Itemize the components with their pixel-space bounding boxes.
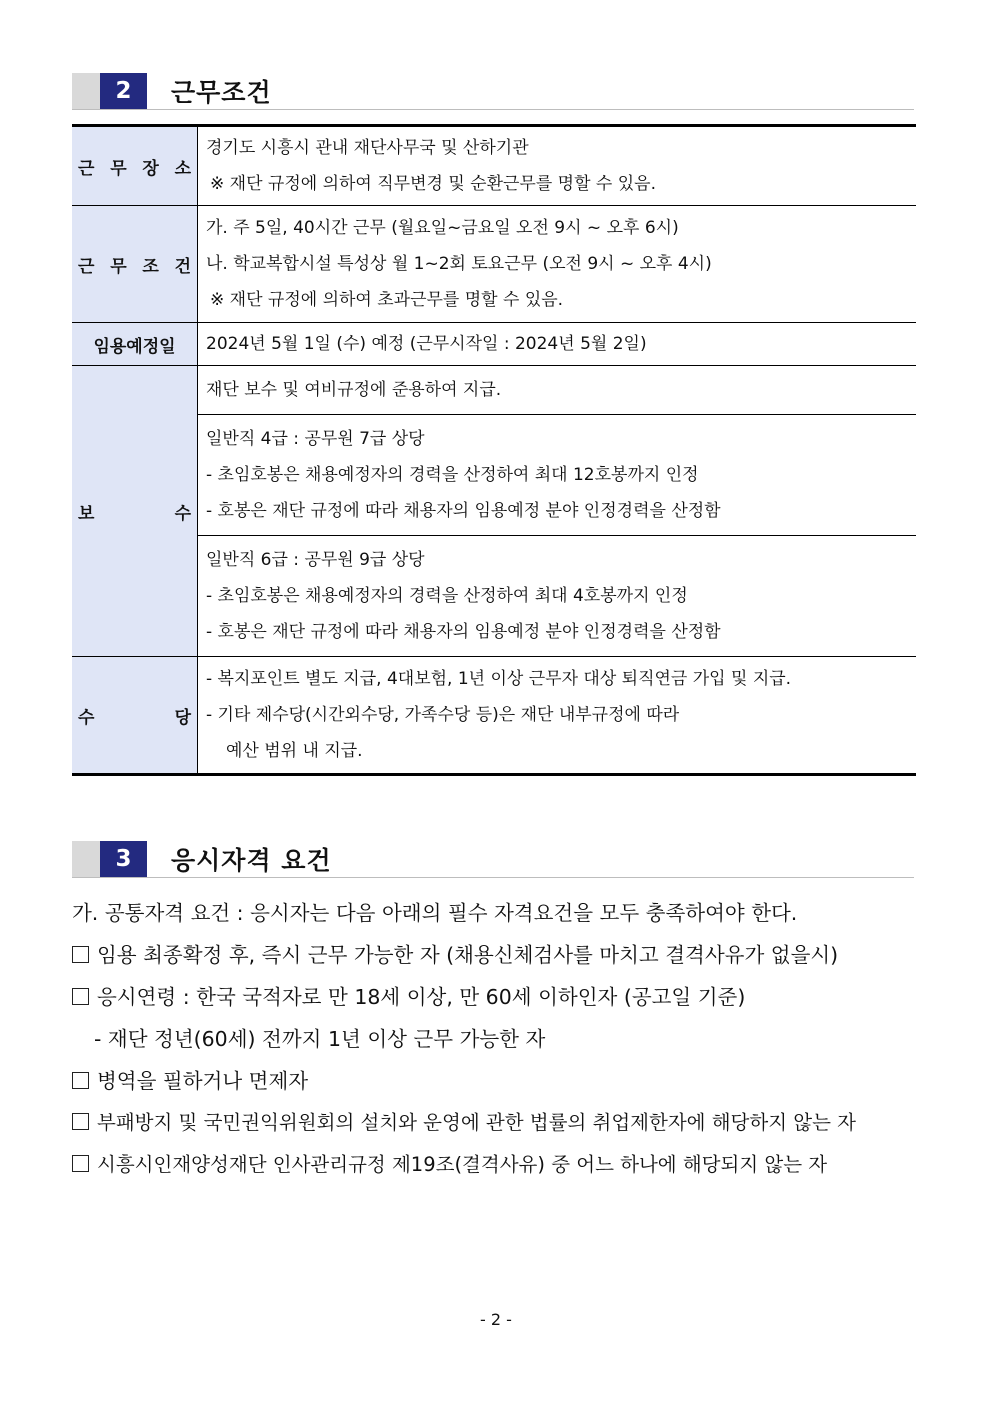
row-label-work-conditions: 근 무 조 건 <box>72 206 198 323</box>
checkbox-square-icon <box>72 1072 89 1089</box>
text-line: - 초임호봉은 채용예정자의 경력을 산정하여 최대 4호봉까지 인정 <box>206 586 688 606</box>
text-line: 나. 학교복합시설 특성상 월 1~2회 토요근무 (오전 9시 ~ 오후 4시) <box>206 254 712 274</box>
checkbox-square-icon <box>72 946 89 963</box>
text-line: 가. 주 5일, 40시간 근무 (월요일~금요일 오전 9시 ~ 오후 6시) <box>206 218 679 238</box>
list-item: 부패방지 및 국민권익위원회의 설치와 운영에 관한 법률의 취업제한자에 해당하지 않는 자 <box>72 1102 932 1144</box>
text-line: 일반직 6급 : 공무원 9급 상당 <box>206 550 425 570</box>
row-label-work-place: 근 무 장 소 <box>72 126 198 206</box>
row-content-work-place <box>198 126 917 206</box>
row-content-allowance <box>198 657 917 775</box>
table-row <box>72 323 916 366</box>
checkbox-square-icon <box>72 1155 89 1172</box>
text-line: 일반직 4급 : 공무원 7급 상당 <box>206 429 425 449</box>
work-conditions-table <box>72 124 916 776</box>
checkbox-square-icon <box>72 1113 89 1130</box>
text-line: 재단 보수 및 여비규정에 준용하여 지급. <box>206 380 502 400</box>
text-line: 예산 범위 내 지급. <box>226 741 363 761</box>
text-line: ※ 재단 규정에 의하여 직무변경 및 순환근무를 명할 수 있음. <box>210 174 656 194</box>
section-title: 응시자격 요건 <box>171 846 332 875</box>
qualifications-list <box>72 892 932 1186</box>
table-row <box>72 366 916 657</box>
row-label-allowance: 수 당 <box>72 657 198 775</box>
list-item: 임용 최종확정 후, 즉시 근무 가능한 자 (채용신체검사를 마치고 결격사유가 없을시) <box>72 934 932 976</box>
row-content-work-conditions <box>198 206 917 323</box>
row-label-salary: 보 수 <box>72 366 198 657</box>
section-2-header <box>72 73 914 110</box>
page-number: - 2 - <box>480 1310 512 1329</box>
list-item: 병역을 필하거나 면제자 <box>72 1060 932 1102</box>
text-line: 2024년 5월 1일 (수) 예정 (근무시작일 : 2024년 5월 2일) <box>206 334 647 354</box>
list-item: 시흥시인재양성재단 인사관리규정 제19조(결격사유) 중 어느 하나에 해당되지 않는 자 <box>72 1144 932 1186</box>
header-accent-bar <box>72 841 100 877</box>
row-label-appointment-date: 임용예정일 <box>72 323 198 366</box>
text-line: 경기도 시흥시 관내 재단사무국 및 산하기관 <box>206 138 529 158</box>
section-number: 2 <box>100 73 147 109</box>
checkbox-square-icon <box>72 988 89 1005</box>
table-row <box>72 657 916 775</box>
text-line: - 초임호봉은 채용예정자의 경력을 산정하여 최대 12호봉까지 인정 <box>206 465 699 485</box>
age-note: - 재단 정년(60세) 전까지 1년 이상 근무 가능한 자 <box>94 1027 546 1051</box>
text-line: ※ 재단 규정에 의하여 초과근무를 명할 수 있음. <box>210 290 564 310</box>
list-item: 응시연령 : 한국 국적자로 만 18세 이상, 만 60세 이하인자 (공고일 기준) <box>72 976 932 1018</box>
section-3-header <box>72 841 914 878</box>
common-requirement: 가. 공통자격 요건 : 응시자는 다음 아래의 필수 자격요건을 모두 충족하여야 한다. <box>72 901 798 925</box>
header-accent-bar <box>72 73 100 109</box>
section-number: 3 <box>100 841 147 877</box>
text-line: - 복지포인트 별도 지급, 4대보험, 1년 이상 근무자 대상 퇴직연금 가입 및 지급. <box>206 669 792 689</box>
row-content-appointment-date <box>198 323 917 366</box>
table-row <box>72 206 916 323</box>
text-line: - 호봉은 재단 규정에 따라 채용자의 임용예정 분야 인정경력을 산정함 <box>206 501 721 521</box>
text-line: - 기타 제수당(시간외수당, 가족수당 등)은 재단 내부규정에 따라 <box>206 705 680 725</box>
row-content-salary <box>198 366 917 657</box>
section-title: 근무조건 <box>171 78 272 107</box>
text-line: - 호봉은 재단 규정에 따라 채용자의 임용예정 분야 인정경력을 산정함 <box>206 622 721 642</box>
table-row <box>72 126 916 206</box>
